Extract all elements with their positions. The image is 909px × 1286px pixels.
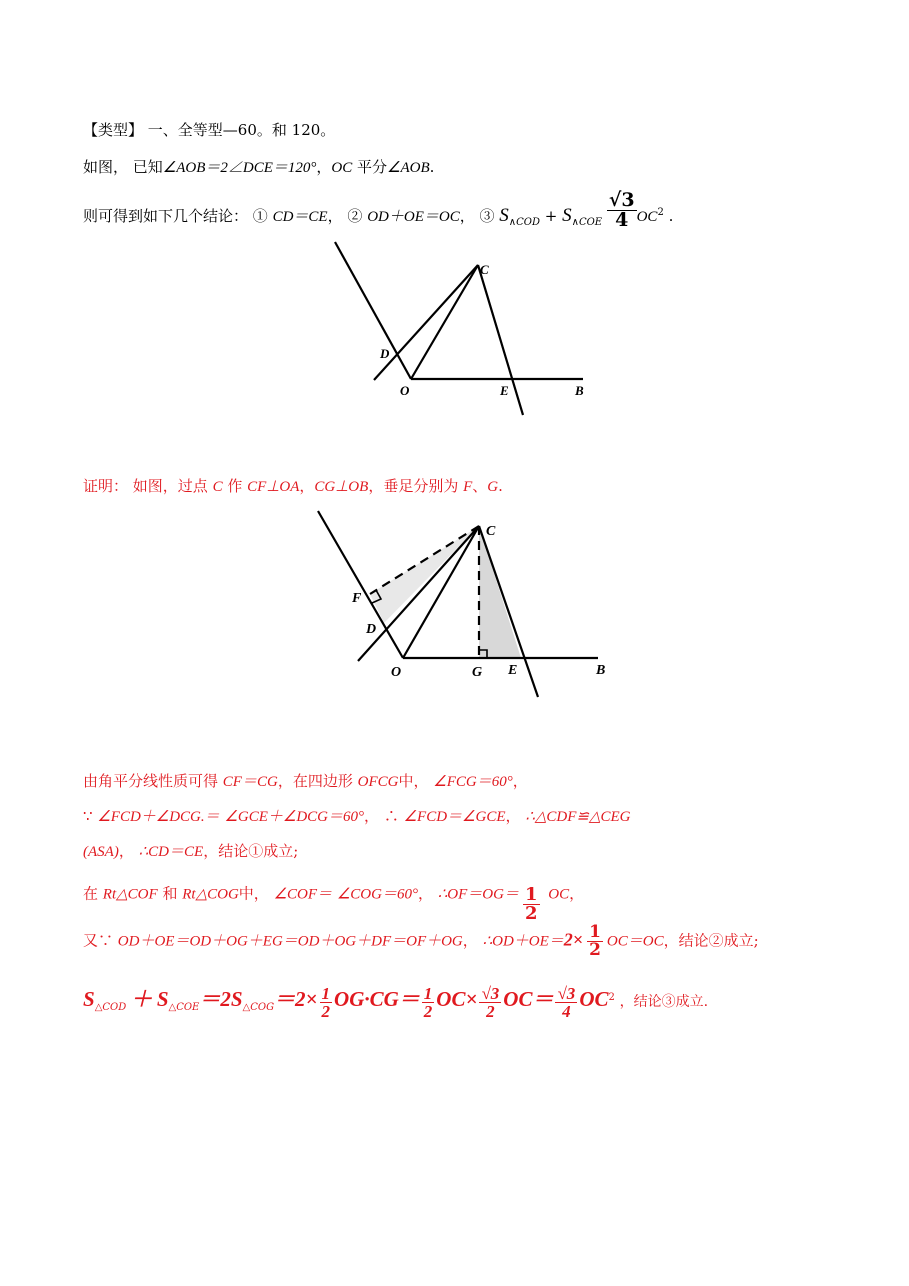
fraction-sqrt3-over-4: $\frac{√3}{4}$ [557, 983, 576, 1021]
segment-oc [411, 265, 478, 379]
segment-oc [403, 526, 479, 658]
figure-1 [0, 240, 909, 440]
label-c: C [486, 524, 496, 539]
proof-step-5: 又∵ OD＋OE＝OD＋OG＋EG＝OD＋OG＋DF＝OF＋OG， ∴OD＋OE＝2× $\frac{1}{2}$ OC＝OC，结论②成立; [83, 922, 759, 960]
label-e: E [508, 663, 518, 678]
type-tag: 【类型】 [83, 121, 144, 139]
proof-step-1: 由角平分线性质可得 CF＝CG，在四边形 OFCG中， ∠FCG＝60°， [83, 772, 528, 790]
fraction-one-half: $\frac{1}{2}$ [321, 983, 331, 1021]
label-f: F [352, 591, 362, 606]
proof-step-2: ∵ ∠FCD＋∠DCG.＝ ∠GCE＋∠DCG＝60°， ∴ ∠FCD＝∠GCE， ∴△CDF≌△CEG [83, 807, 631, 825]
fraction-one-half: $\frac{1}{2}$ [524, 884, 538, 924]
type-heading [83, 120, 335, 140]
proof-step-4: 在 Rt△COF 和 Rt△COG中， ∠COF＝ ∠COG＝60°， ∴OF＝OG＝ $\frac{1}{2}$ OC， [83, 884, 585, 924]
fraction-one-half: $\frac{1}{2}$ [589, 922, 601, 960]
label-b: B [575, 383, 584, 398]
label-d: D [380, 346, 390, 361]
fraction-sqrt3-over-4: $\frac{√3}{4}$ [608, 188, 635, 231]
figure-2 [0, 505, 909, 705]
label-o: O [391, 665, 402, 680]
dashed-cf [370, 526, 479, 594]
label-b: B [596, 663, 606, 678]
proof-step-3: (ASA)， ∴CD＝CE，结论①成立; [83, 842, 299, 860]
fraction-one-half: $\frac{1}{2}$ [423, 983, 433, 1021]
type-title: 一、全等型—60。和 120。 [147, 121, 336, 139]
line-cd [374, 265, 478, 380]
conclusions-statement: 则可得到如下几个结论： ① CD＝CE， ② OD＋OE＝OC， ③ $S_{\wedge COD} + S_{\wedge COE}$ $\frac{√3}{4}$ $OC^2$ . [83, 188, 674, 231]
ray-oa [335, 242, 411, 379]
label-e: E [500, 383, 509, 398]
label-o: O [400, 383, 410, 398]
proof-step-6-formula: $S_{\triangle COD} + S_{\triangle COE}=2S_{\triangle COG}=2\times$ $\frac{1}{2}$ OG·CG＝ $\frac{1}{2}$ OC× $\frac{√3}{2}$ OC＝ $\frac{√3}{4}$ $OC^2$ ，结论③成立. [83, 983, 709, 1021]
label-g: G [472, 665, 483, 680]
fraction-sqrt3-over-2: $\frac{√3}{2}$ [481, 983, 500, 1021]
label-c: C [480, 262, 489, 277]
proof-intro: 证明： 如图，过点 C 作 CF⊥OA，CG⊥OB，垂足分别为 F、G. [83, 477, 503, 495]
shaded-triangle-cfd [370, 526, 479, 623]
label-d: D [366, 622, 377, 637]
given-statement: 如图， 已知∠AOB＝2∠DCE＝120°，OC 平分∠AOB. [83, 158, 435, 176]
